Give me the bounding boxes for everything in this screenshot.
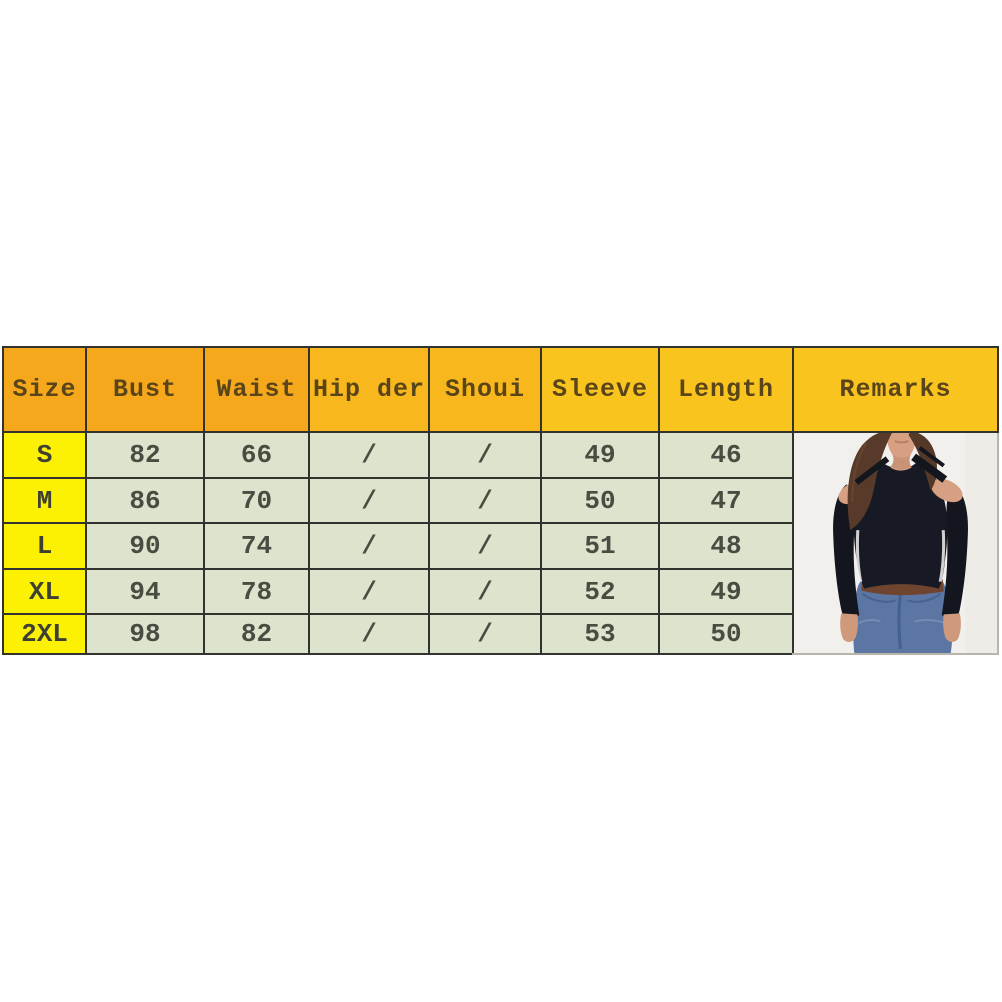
sleeve-value: 52 bbox=[541, 569, 659, 614]
header-shoulder: Shoui bbox=[429, 347, 541, 432]
header-length: Length bbox=[659, 347, 793, 432]
shoulder-value: / bbox=[429, 432, 541, 478]
remarks-photo-cell bbox=[793, 432, 998, 654]
header-size: Size bbox=[3, 347, 86, 432]
shoulder-value: / bbox=[429, 569, 541, 614]
right-hand bbox=[943, 613, 961, 642]
header-sleeve: Sleeve bbox=[541, 347, 659, 432]
size-label: M bbox=[3, 478, 86, 523]
header-waist: Waist bbox=[204, 347, 309, 432]
size-chart-table bbox=[2, 346, 999, 655]
sleeve-value: 53 bbox=[541, 614, 659, 654]
hip-value: / bbox=[309, 614, 429, 654]
header-hip: Hip der bbox=[309, 347, 429, 432]
bust-value: 86 bbox=[86, 478, 204, 523]
left-hand bbox=[840, 613, 858, 642]
model-jeans bbox=[853, 580, 952, 653]
shoulder-value: / bbox=[429, 614, 541, 654]
photo-background-shade bbox=[965, 433, 997, 653]
length-value: 49 bbox=[659, 569, 793, 614]
table-row-s bbox=[3, 432, 998, 478]
length-value: 48 bbox=[659, 523, 793, 569]
bust-value: 98 bbox=[86, 614, 204, 654]
sleeve-value: 50 bbox=[541, 478, 659, 523]
hip-value: / bbox=[309, 432, 429, 478]
bust-value: 82 bbox=[86, 432, 204, 478]
waist-value: 66 bbox=[204, 432, 309, 478]
hip-value: / bbox=[309, 569, 429, 614]
size-label: 2XL bbox=[3, 614, 86, 654]
size-label: XL bbox=[3, 569, 86, 614]
waist-value: 70 bbox=[204, 478, 309, 523]
length-value: 46 bbox=[659, 432, 793, 478]
header-remarks: Remarks bbox=[793, 347, 998, 432]
waist-value: 78 bbox=[204, 569, 309, 614]
sleeve-value: 49 bbox=[541, 432, 659, 478]
hip-value: / bbox=[309, 478, 429, 523]
bust-value: 90 bbox=[86, 523, 204, 569]
header-bust: Bust bbox=[86, 347, 204, 432]
size-label: S bbox=[3, 432, 86, 478]
waist-value: 74 bbox=[204, 523, 309, 569]
shoulder-value: / bbox=[429, 478, 541, 523]
shoulder-value: / bbox=[429, 523, 541, 569]
model-photo bbox=[794, 433, 997, 653]
hip-value: / bbox=[309, 523, 429, 569]
waist-value: 82 bbox=[204, 614, 309, 654]
sleeve-value: 51 bbox=[541, 523, 659, 569]
length-value: 47 bbox=[659, 478, 793, 523]
table-header-row bbox=[3, 347, 998, 432]
bust-value: 94 bbox=[86, 569, 204, 614]
length-value: 50 bbox=[659, 614, 793, 654]
size-label: L bbox=[3, 523, 86, 569]
